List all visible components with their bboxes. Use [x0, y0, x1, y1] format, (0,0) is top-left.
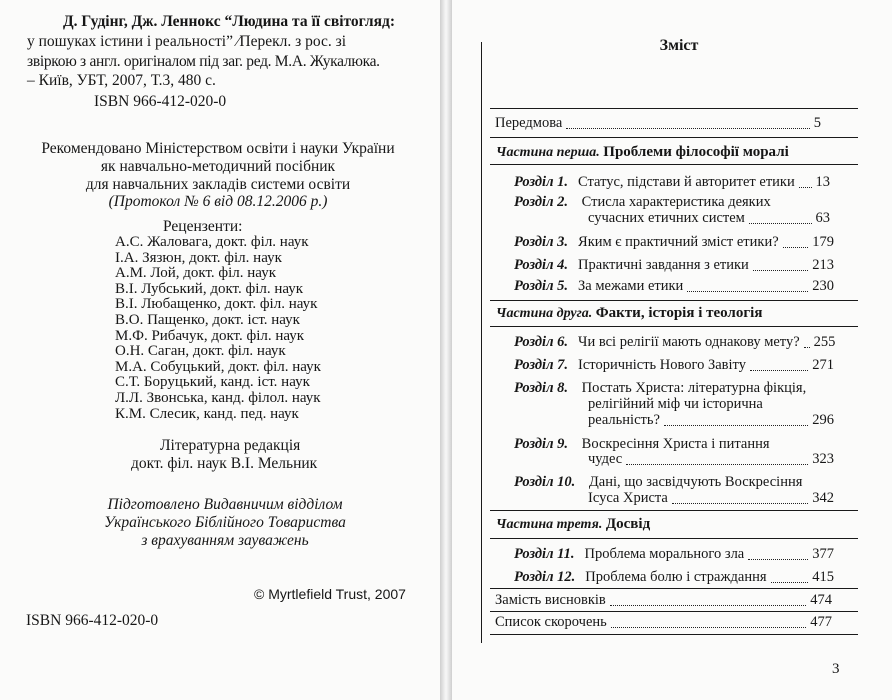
page-number: 3 [832, 661, 840, 677]
part-title: Досвід [605, 516, 651, 532]
toc-leader-dots [672, 503, 808, 504]
bibliography-line-4: – Київ, УБТ, 2007, Т.3, 480 с. [27, 72, 216, 89]
toc-page-number: 213 [812, 257, 834, 273]
chapter-title: Постать Христа: літературна фікція, [581, 380, 807, 396]
toc-page-number: 255 [813, 334, 836, 350]
prepared-by-line-1: Підготовлено Видавничим відділом [107, 496, 343, 513]
chapter-title: За межами етики [578, 278, 684, 294]
toc-page-number: 323 [812, 451, 834, 467]
right-page [452, 0, 892, 700]
toc-leader-dots [783, 247, 809, 248]
chapter-title-cont: чудес [588, 451, 623, 467]
toc-page-number: 377 [812, 546, 834, 562]
toc-vertical-rule [481, 42, 482, 643]
toc-chapter-8 [588, 412, 834, 429]
toc-title: Зміст [659, 37, 699, 54]
toc-divider [490, 510, 858, 511]
toc-entry-label: Замість висновків [495, 592, 606, 608]
toc-leader-dots [749, 223, 812, 224]
chapter-number: Розділ 9. [514, 436, 569, 452]
toc-leader-dots [687, 291, 808, 292]
toc-chapter-3 [514, 234, 834, 251]
toc-page-number: 179 [812, 234, 834, 250]
part-title: Проблеми філософії моралі [603, 144, 789, 160]
toc-page-number: 230 [812, 278, 834, 294]
left-page [0, 0, 440, 700]
toc-leader-dots [804, 347, 810, 348]
toc-chapter-7 [514, 357, 834, 374]
prepared-by-line-2: Українського Біблійного Товариства [104, 514, 346, 531]
chapter-title-cont: Ісуса Христа [588, 490, 668, 506]
isbn-top: ISBN 966-412-020-0 [94, 93, 227, 110]
toc-chapter-10-line-1 [514, 474, 802, 491]
chapter-title: Проблема болю і страждання [585, 569, 767, 585]
reviewer-item: К.М. Слесик, канд. пед. наук [115, 405, 299, 422]
chapter-title: Воскресіння Христа і питання [581, 436, 770, 452]
literary-editing-heading: Літературна редакція [160, 437, 301, 454]
toc-leader-dots [566, 128, 809, 129]
toc-divider [490, 300, 858, 301]
toc-page-number: 271 [812, 357, 834, 373]
toc-divider [490, 588, 858, 589]
chapter-title: Статус, підстави й авторитет етики [578, 174, 795, 190]
part-label: Частина третя. [496, 517, 603, 532]
toc-chapter-12 [514, 569, 834, 586]
toc-chapter-9 [588, 451, 834, 468]
reviewer-item: А.М. Лой, докт. філ. наук [115, 265, 276, 282]
toc-part-2-heading [496, 305, 762, 322]
reviewer-item: М.А. Собуцький, докт. філ. наук [115, 358, 321, 375]
toc-page-number: 63 [815, 210, 830, 226]
reviewer-item: С.Т. Боруцький, канд. іст. наук [115, 374, 310, 391]
toc-page-number: 415 [812, 569, 834, 585]
toc-divider [490, 326, 858, 327]
chapter-title: Стисла характеристика деяких [581, 194, 771, 210]
toc-leader-dots [748, 559, 808, 560]
toc-page-number: 477 [810, 614, 832, 630]
toc-page-number: 342 [812, 490, 834, 506]
reviewer-item: М.Ф. Рибачук, докт. філ. наук [115, 327, 305, 344]
chapter-number: Розділ 7. [514, 357, 569, 373]
chapter-number: Розділ 3. [514, 234, 569, 250]
chapter-number: Розділ 1. [514, 174, 569, 190]
toc-chapter-1 [514, 174, 830, 191]
chapter-title: Чи всі релігії мають однакову мету? [578, 334, 800, 350]
toc-divider [490, 164, 858, 165]
toc-leader-dots [610, 605, 807, 606]
toc-entry-label: Список скорочень [495, 614, 607, 630]
recommendation-line-2: як навчально-методичний посібник [100, 158, 336, 175]
reviewer-item: І.А. Зязюн, докт. філ. наук [115, 249, 282, 266]
copyright: © Myrtlefield Trust, 2007 [254, 586, 406, 602]
prepared-by-line-3: з врахуванням зауважень [141, 532, 309, 549]
chapter-number: Розділ 8. [514, 380, 569, 396]
toc-divider [490, 538, 858, 539]
chapter-title: Проблема морального зла [584, 546, 745, 562]
reviewer-item: В.І. Лубський, докт. філ. наук [115, 280, 304, 297]
book-gutter [440, 0, 452, 700]
toc-divider [490, 137, 858, 138]
toc-leader-dots [664, 425, 808, 426]
chapter-number: Розділ 5. [514, 278, 569, 294]
chapter-title-cont: реальність? [588, 412, 660, 428]
part-label: Частина друга. [496, 306, 593, 321]
toc-chapter-8-line-2: релігійний міф чи історична [588, 396, 763, 412]
chapter-number: Розділ 6. [514, 334, 569, 350]
toc-chapter-2 [588, 210, 830, 227]
chapter-number: Розділ 2. [514, 194, 569, 210]
toc-leader-dots [799, 187, 812, 188]
chapter-title: Дані, що засвідчують Воскресіння [588, 474, 803, 490]
chapter-number: Розділ 4. [514, 257, 569, 273]
reviewer-item: В.І. Любащенко, докт. філ. наук [115, 296, 318, 313]
reviewer-item: В.О. Пащенко, докт. іст. наук [115, 311, 300, 328]
toc-entry-label: Передмова [495, 115, 563, 131]
toc-page-number: 474 [810, 592, 832, 608]
toc-chapter-2-line-1 [514, 194, 771, 211]
toc-leader-dots [611, 627, 806, 628]
chapter-title: Практичні завдання з етики [578, 257, 749, 273]
reviewer-item: А.С. Жаловага, докт. філ. наук [115, 234, 309, 250]
reviewer-item: О.Н. Саган, докт. філ. наук [115, 343, 286, 360]
bibliography-line-2: у пошуках істини і реальності” ⁄Перекл. з рос. зі [27, 33, 347, 50]
bibliography-line-3: звіркою з англ. оригіналом під заг. ред. М.А. Жукалюка. [27, 53, 380, 70]
toc-leader-dots [750, 370, 808, 371]
chapter-title-cont: сучасних етичних систем [588, 210, 745, 226]
chapter-title: Яким є практичний зміст етики? [578, 234, 779, 250]
toc-chapter-6 [514, 334, 836, 351]
toc-divider [490, 108, 858, 109]
toc-leader-dots [753, 270, 808, 271]
toc-divider [490, 611, 858, 612]
toc-chapter-11 [514, 546, 834, 563]
toc-chapter-5 [514, 278, 834, 295]
recommendation-line-3: для навчальних закладів системи освіти [85, 176, 351, 193]
reviewers-list [115, 235, 321, 422]
toc-chapter-10 [588, 490, 834, 507]
part-title: Факти, історія і теологія [595, 305, 763, 321]
toc-preface [495, 115, 821, 132]
literary-editor: докт. філ. наук В.І. Мельник [131, 455, 318, 472]
chapter-number: Розділ 11. [514, 546, 575, 562]
toc-leader-dots [626, 464, 808, 465]
part-label: Частина перша. [496, 145, 600, 160]
toc-part-3-heading [496, 516, 650, 533]
toc-chapter-8-line-1 [514, 380, 806, 397]
bibliography-line-1: Д. Гудінг, Дж. Леннокс “Людина та її світогляд: [63, 13, 396, 30]
toc-chapter-4 [514, 257, 834, 274]
toc-part-1-heading [496, 144, 789, 161]
toc-divider [490, 634, 858, 635]
toc-abbreviations [495, 614, 832, 631]
toc-leader-dots [771, 582, 809, 583]
recommendation-protocol: (Протокол № 6 від 08.12.2006 р.) [108, 193, 328, 210]
toc-page-number: 5 [813, 115, 821, 131]
chapter-number: Розділ 12. [514, 569, 576, 585]
recommendation-line-1: Рекомендовано Міністерством освіти і науки України [41, 140, 395, 157]
toc-conclusions [495, 592, 832, 609]
toc-page-number: 296 [812, 412, 834, 428]
chapter-title: Історичність Нового Завіту [578, 357, 746, 373]
toc-page-number: 13 [815, 174, 830, 190]
chapter-number: Розділ 10. [514, 474, 576, 490]
isbn-bottom: ISBN 966-412-020-0 [26, 612, 159, 629]
reviewers-heading: Рецензенти: [163, 218, 243, 235]
reviewer-item: Л.Л. Звонська, канд. філол. наук [115, 389, 321, 406]
